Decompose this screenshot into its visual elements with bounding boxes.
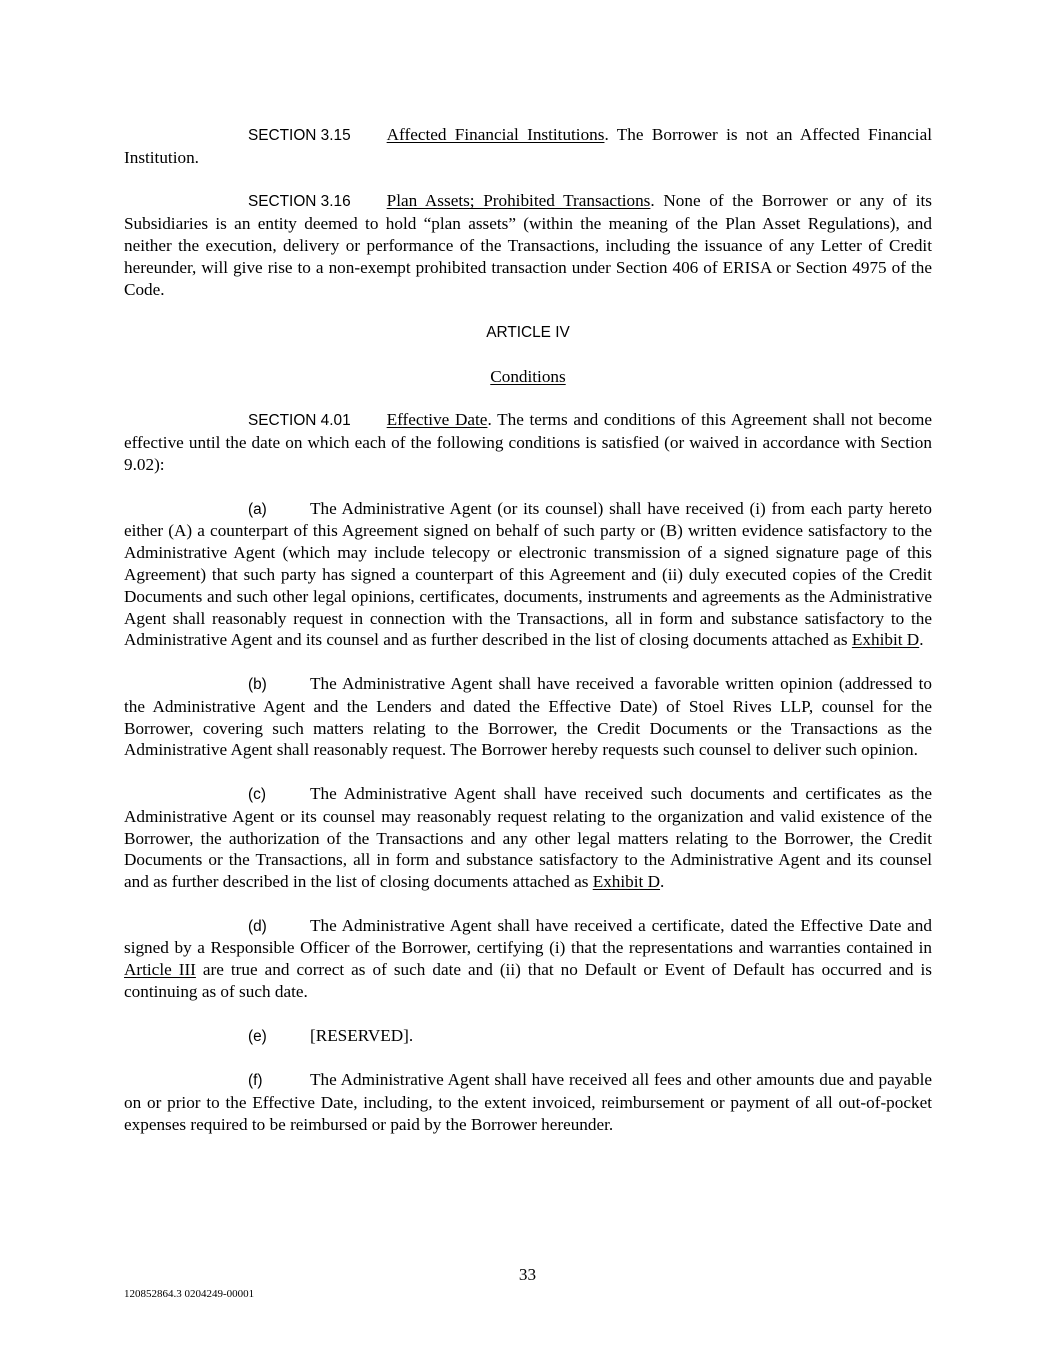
section-title: Effective Date [386,410,488,430]
condition-e [124,1025,932,1048]
section-4-01 [124,409,932,475]
article-iii-reference: Article III [124,960,196,980]
section-number: SECTION 3.15 [248,127,351,144]
item-text: The Administrative Agent (or its counsel) shall have received (i) from each party hereto either (A) a counterpart of this Agreement signed on behalf of such party or (B) written evidence satisfactory to the Administrative Agent (which may include telecopy or electronic transmission of a signed signature page of this Agreement) that such party has signed a counterpart of this Agreement and (ii) duly executed copies of the Credit Documents and such other legal opinions, certificates, documents, instruments and agreements as the Administrative Agent shall reasonably request in connection with the Transactions, all in form and substance satisfactory to the Administrative Agent and its counsel and as further described in the list of closing documents attached as [124,498,932,650]
section-3-16 [124,190,932,300]
item-label: (a) [248,500,267,518]
item-end: . [660,872,665,892]
section-number: SECTION 3.16 [248,193,351,211]
item-end: . [919,630,924,650]
document-body [124,124,932,1157]
page-number: 33 [518,1265,537,1284]
item-text: The Administrative Agent shall have received a certificate, dated the Effective Date and signed by a Responsible Officer of the Borrower, certifying (i) that the representations and warranties contained in [124,915,932,958]
condition-d [124,915,932,1003]
article-title [124,366,932,388]
article-heading: ARTICLE IV [486,324,570,342]
section-3-15 [124,124,932,169]
item-label: (c) [248,785,266,803]
section-text: . None of the Borrower or any of its Subsidiaries is an entity deemed to hold “plan assets” (within the meaning of the Plan Asset Regulations), and neither the execution, delivery or performance of the Transactions, including the issuance of any Letter of Credit hereunder, will give rise to a non-exempt prohibited transaction under Section 406 of ERISA or Section 4975 of the Code. [124,191,932,299]
item-label: (d) [248,917,267,935]
item-text: [RESERVED]. [310,1025,414,1045]
exhibit-d-reference: Exhibit D [851,630,920,650]
item-label: (f) [248,1072,263,1090]
item-text: The Administrative Agent shall have received all fees and other amounts due and payable on or prior to the Effective Date, including, to the extent invoiced, reimbursement or payment of all out-of-pocket expenses required to be reimbursed or paid by the Borrower hereunder. [124,1070,932,1134]
condition-b [124,673,932,761]
section-number: SECTION 4.01 [248,412,351,430]
article-title-text: Conditions [490,366,566,386]
section-title: Plan Assets; Prohibited Transactions [386,191,651,211]
section-text: . The Borrower is not an Affected Financial Institution. [124,125,932,167]
condition-c [124,783,932,893]
item-end: are true and correct as of such date and (ii) that no Default or Event of Default has occurred and is continuing as of such date. [124,960,932,1002]
condition-f [124,1069,932,1135]
section-text: . The terms and conditions of this Agreement shall not become effective until the date on which each of the following conditions is satisfied (or waived in accordance with Section 9.02): [124,410,932,474]
item-text: The Administrative Agent shall have received such documents and certificates as the Administrative Agent or its counsel may reasonably request relating to the organization and valid existence of the Borrower, the authorization of the Transactions and any other legal matters relating to the Borrower, the Credit Documents or the Transactions, all in form and substance satisfactory to the Administrative Agent and its counsel and as further described in the list of closing documents attached as [124,783,932,892]
item-label: (e) [248,1027,267,1045]
exhibit-d-reference: Exhibit D [592,872,661,892]
condition-a [124,498,932,652]
item-text: The Administrative Agent shall have received a favorable written opinion (addressed to the Administrative Agent and the Lenders and dated the Effective Date) of Stoel Rives LLP, counsel for the Borrower, covering such matters relating to the Borrower, the Credit Documents or the Transactions as the Administrative Agent shall reasonably request. The Borrower hereby requests such counsel to deliver such opinion. [124,673,932,760]
section-title: Affected Financial Institutions [386,125,605,144]
item-label: (b) [248,675,267,693]
document-id: 120852864.3 0204249-00001 [124,1288,255,1300]
